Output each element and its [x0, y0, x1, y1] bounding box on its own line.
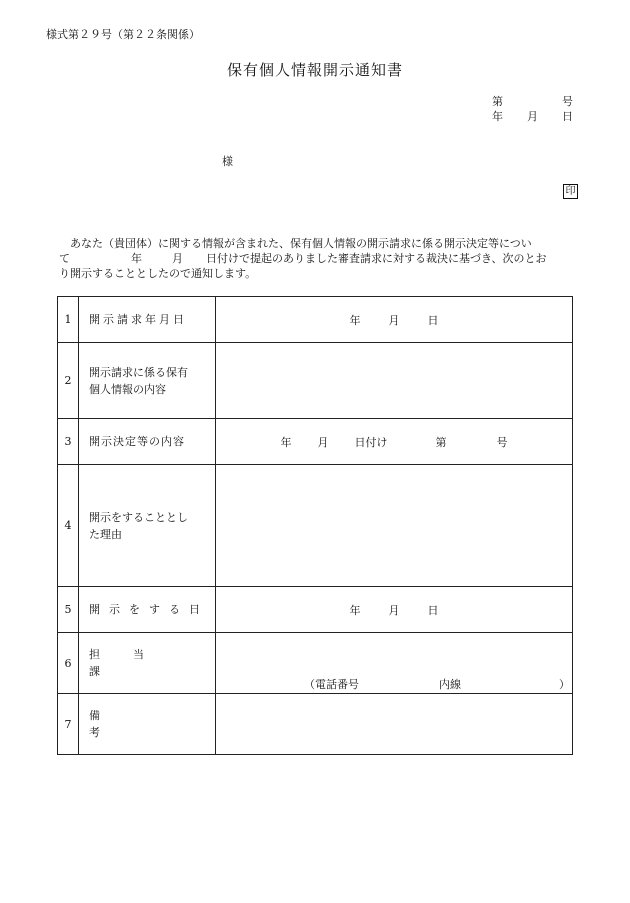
label-remarks: 備考	[79, 694, 216, 755]
form-number: 様式第２９号（第２２条関係）	[46, 28, 200, 41]
document-title: 保有個人情報開示通知書	[226, 61, 403, 79]
table-row	[58, 694, 573, 755]
row-number: 3	[58, 419, 79, 465]
row-number: 5	[58, 587, 79, 633]
header-tsuki: 月	[527, 110, 538, 123]
intro-line-2-a: て	[59, 252, 70, 265]
remarks-field[interactable]	[216, 694, 573, 755]
row-number: 6	[58, 633, 79, 694]
table-row	[58, 419, 573, 465]
intro-paragraph	[59, 236, 579, 281]
intro-line-2-nen: 年	[131, 252, 142, 265]
header-nen: 年	[492, 110, 503, 123]
table-row	[58, 297, 573, 343]
label-request-date: 開示請求年月日	[79, 297, 216, 343]
table-row	[58, 633, 573, 694]
extension-label: 内線	[439, 678, 461, 691]
row-number: 4	[58, 465, 79, 587]
notification-form-table	[57, 296, 573, 755]
department-field[interactable]	[216, 633, 573, 694]
row-number: 1	[58, 297, 79, 343]
row-number: 7	[58, 694, 79, 755]
intro-line-1: あなた（貴団体）に関する情報が含まれた、保有個人情報の開示請求に係る開示決定等につい	[70, 237, 532, 250]
table-row	[58, 465, 573, 587]
intro-line-2	[59, 251, 579, 266]
request-date-field[interactable]: 年 月 日	[216, 297, 573, 343]
header-go: 号	[562, 95, 573, 108]
intro-line-2-tsuki: 月	[172, 252, 183, 265]
row-number: 2	[58, 343, 79, 419]
requested-info-field[interactable]	[216, 343, 573, 419]
label-department: 担当課	[79, 633, 216, 694]
label-disclosure-date: 開示をする日	[79, 587, 216, 633]
header-hi: 日	[562, 110, 573, 123]
label-requested-info: 開示請求に係る保有 個人情報の内容	[79, 343, 216, 419]
seal-mark: 印	[563, 184, 578, 199]
addressee-suffix: 様	[222, 155, 233, 168]
disclosure-reason-field[interactable]	[216, 465, 573, 587]
intro-line-3: り開示することとしたので通知します。	[59, 267, 257, 280]
table-row	[58, 343, 573, 419]
decision-content-field[interactable]: 年 月 日付け 第 号	[216, 419, 573, 465]
label-disclosure-reason: 開示をすることとし た理由	[79, 465, 216, 587]
phone-label: （電話番号	[304, 678, 359, 691]
disclosure-date-field[interactable]: 年 月 日	[216, 587, 573, 633]
label-decision-content: 開示決定等の内容	[79, 419, 216, 465]
header-dai: 第	[492, 95, 503, 108]
table-row	[58, 587, 573, 633]
phone-close: ）	[559, 678, 570, 691]
intro-line-2-rest: 日付けで提起のありました審査請求に対する裁決に基づき、次のとお	[206, 252, 547, 265]
